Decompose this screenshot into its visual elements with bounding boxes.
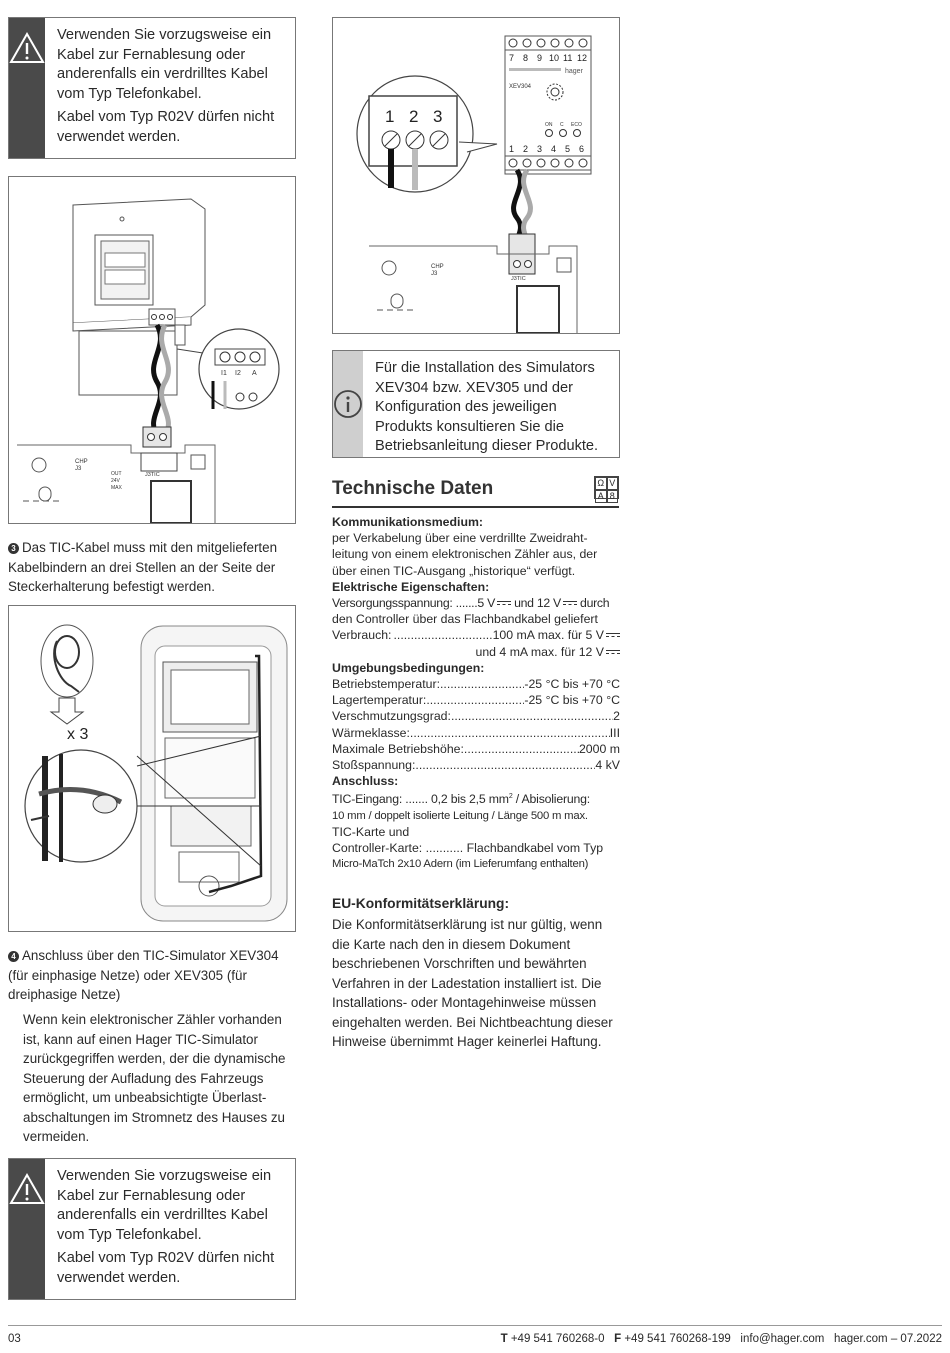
badge-8: 8 [607, 490, 619, 503]
board-label-jstic: J3TIC [511, 276, 526, 282]
page-number: 03 [8, 1333, 21, 1345]
units-badge [594, 476, 619, 499]
board-label-jstic: J3TIC [145, 472, 160, 478]
footer-email[interactable]: info@hager.com [740, 1333, 825, 1345]
brand-label: hager [565, 68, 583, 75]
badge-v: V [607, 477, 619, 490]
spec-row: Maximale Betriebshöhe: ..... 2000 m [332, 741, 620, 757]
led-label-moon: Ϲ [560, 122, 564, 128]
zoom-terminal-1: 1 [385, 107, 395, 126]
led-label-on: ON [545, 122, 553, 128]
tic-row: TIC-Eingang: ....... 0,2 bis 2,5 $mm^2$ / Abisolierung: [332, 792, 591, 807]
umg-heading: Umgebungsbedingungen: [332, 660, 485, 675]
karte-row-2: Controller-Karte: ........... Flachbandkabel vom Typ [332, 841, 604, 856]
section-title-technische-daten: Technische Daten [332, 478, 494, 499]
versorgung-row-2: den Controller über das Flachbandkabel geliefert [332, 612, 598, 627]
step-3 [8, 538, 298, 597]
top-terminal-12: 12 [577, 53, 588, 63]
spec-row: Lagertemperatur: ..... -25 °C bis +70 °C [332, 692, 620, 708]
info-body [363, 351, 619, 457]
dc-symbol-icon [606, 650, 620, 654]
board-label-24v: 24V [111, 478, 120, 484]
info-callout [332, 350, 620, 458]
zoom-terminal-3: 3 [433, 107, 443, 126]
cable-tie-diagram [9, 606, 295, 931]
info-side-bar [333, 351, 363, 457]
dc-symbol-icon [563, 601, 577, 605]
step-number-3: 3 [8, 543, 19, 554]
komm-text: per Verkabelung über eine verdrillte Zweidraht-leitung von einem elektronischen Zähler aus, der über einen TIC-Ausgang „historique“ verfügt. [332, 531, 598, 578]
bottom-terminal-4: 4 [551, 144, 557, 154]
karte-row-1: TIC-Karte und [332, 824, 410, 839]
figure-cable-ties [8, 605, 296, 932]
top-terminal-10: 10 [549, 53, 560, 63]
board-label-j3: J3 [431, 271, 438, 277]
warning-side-bar [9, 1159, 45, 1299]
simulator-diagram [333, 18, 619, 333]
verbrauch-row-2: und 4 mA max. für 12 V [332, 644, 620, 660]
info-icon [333, 389, 363, 419]
bottom-terminal-2: 2 [523, 144, 529, 154]
bottom-terminal-3: 3 [537, 144, 543, 154]
step-4-text: Anschluss über den TIC-Simulator XEV304 (für einphasige Netze) oder XEV305 (für dreiphasige Netze) [8, 948, 279, 1002]
footer-fax: +49 541 760268-199 [624, 1333, 731, 1345]
spec-row: Verschmutzungsgrad: ..... 2 [332, 708, 620, 724]
bottom-terminal-6: 6 [579, 144, 585, 154]
bottom-terminal-5: 5 [565, 144, 571, 154]
figure-simulator-connection [332, 17, 620, 334]
spec-row: Stoßspannung: ..... 4 kV [332, 757, 620, 773]
footer-phone: +49 541 760268-0 [510, 1333, 605, 1345]
dc-symbol-icon [606, 633, 620, 637]
warning-callout-bottom [8, 1158, 296, 1300]
terminal-label-i2: I2 [235, 370, 241, 377]
step-4 [8, 946, 298, 1005]
dc-symbol-icon [497, 601, 511, 605]
top-terminal-7: 7 [509, 53, 515, 63]
warning-text-2: Kabel vom Typ R02V dürfen nicht verwendet werden. [57, 1250, 275, 1286]
warning-callout-top [8, 17, 296, 159]
spec-row: Wärmeklasse: ..... III [332, 725, 620, 741]
badge-ohm: Ω [595, 477, 607, 490]
warning-text-2: Kabel vom Typ R02V dürfen nicht verwendet werden. [57, 109, 275, 145]
warning-body [45, 1159, 295, 1299]
spec-row: Betriebstemperatur: ..... -25 °C bis +70 °C [332, 676, 620, 692]
info-text: Für die Installation des Simulators XEV304 bzw. XEV305 und der Konfiguration des jeweiligen Produkts konsultieren Sie die Betriebsanleitung dieser Produkte. [375, 360, 599, 455]
warning-side-bar [9, 18, 45, 158]
elek-heading: Elektrische Eigenschaften: [332, 579, 490, 594]
footer-site-date[interactable]: hager.com – 07.2022 [833, 1333, 942, 1345]
eu-heading: EU-Konformitätserklärung: [332, 896, 510, 911]
eu-text: Die Konformitätserklärung ist nur gültig, wenn die Karte nach den in diesem Dokument beschriebenen Vorschriften und bewährten Verfahren in der Ladestation installiert ist. Die Installations- oder Montagehinweise müssen eingehalten werden. Bei Nichtbeachtung dieser Hinweise übernimmt Hager keinerlei Haftung. [332, 917, 613, 1049]
meter-diagram [9, 177, 295, 523]
section-rule [332, 506, 619, 508]
versorgung-row: Versorgungsspannung: .......5 V und 12 V durch [332, 596, 610, 611]
warning-triangle-icon [9, 1173, 45, 1205]
komm-heading: Kommunikationsmedium: [332, 515, 483, 529]
step-number-4: 4 [8, 951, 19, 962]
board-label-chp: CHP [431, 264, 444, 270]
led-label-eco: ECO [571, 122, 582, 128]
footer-contact: T +49 541 760268-0 F +49 541 760268-199 info@hager.com hager.com – 07.2022 [500, 1333, 942, 1345]
model-label: XEV304 [509, 84, 532, 90]
warning-text-1: Verwenden Sie vorzugsweise ein Kabel zur Fernablesung oder anderenfalls ein verdrilltes Kabel vom Typ Telefonkabel. [57, 1168, 272, 1243]
board-label-out: OUT [111, 471, 122, 477]
board-label-chp: CHP [75, 459, 88, 465]
warning-triangle-icon [9, 32, 45, 64]
figure-meter-connection [8, 176, 296, 524]
count-label: x 3 [67, 726, 89, 743]
top-terminal-11: 11 [563, 53, 573, 63]
warning-text-1: Verwenden Sie vorzugsweise ein Kabel zur Fernablesung oder anderenfalls ein verdrilltes Kabel vom Typ Telefonkabel. [57, 27, 272, 102]
terminal-label-i1: I1 [221, 370, 227, 377]
terminal-label-a: A [252, 370, 257, 377]
step-4-paragraph: Wenn kein elektronischer Zähler vorhanden ist, kann auf einen Hager TIC-Simulator zurückgegriffen werden, der die dynamische Steuerung der Aufladung des Fahrzeugs ermöglicht, um unbeabsichtigte Überlast-abschaltungen im Stromnetz des Hauses zu vermeiden. [23, 1012, 286, 1144]
zoom-terminal-2: 2 [409, 107, 419, 126]
karte-row-3: Micro-MaTch 2x10 Adern (im Lieferumfang enthalten) [332, 858, 589, 871]
top-terminal-9: 9 [537, 53, 543, 63]
badge-a: A [595, 490, 607, 503]
ansch-heading: Anschluss: [332, 774, 399, 789]
footer-rule [8, 1325, 942, 1326]
step-3-text: Das TIC-Kabel muss mit den mitgelieferten Kabelbindern an drei Stellen an der Seite der Steckerhalterung befestigt werden. [8, 540, 278, 594]
verbrauch-row: Verbrauch: ..... 100 mA max. für 5 V [332, 627, 620, 643]
warning-body [45, 18, 295, 158]
top-terminal-8: 8 [523, 53, 529, 63]
tic-row-2: 10 mm / doppelt isolierte Leitung / Länge 500 m max. [332, 809, 588, 822]
board-label-max: MAX [111, 485, 122, 491]
bottom-terminal-1: 1 [509, 144, 515, 154]
board-label-j3: J3 [75, 466, 82, 472]
technical-data [332, 514, 620, 873]
